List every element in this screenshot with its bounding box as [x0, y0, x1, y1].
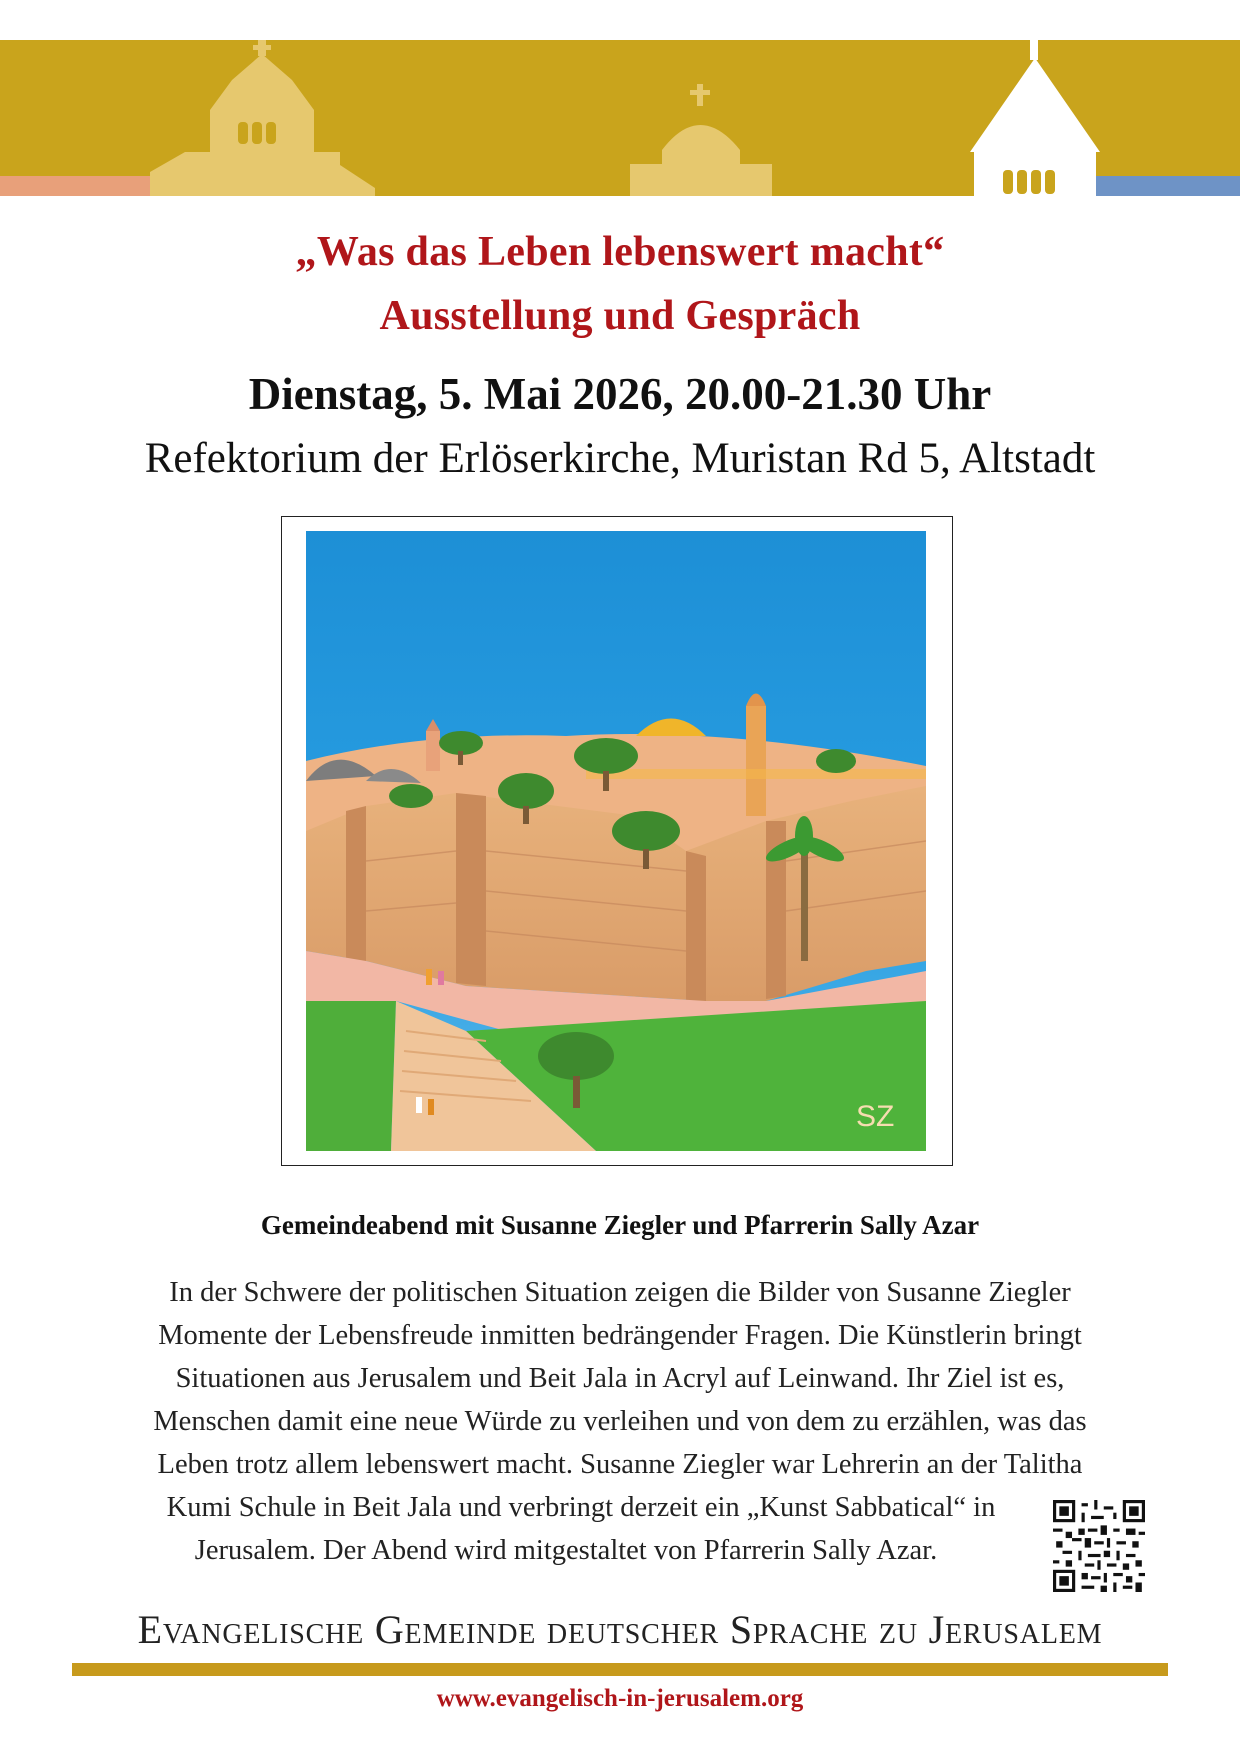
- painting-signature: SZ: [856, 1100, 895, 1133]
- event-description: [95, 1271, 1145, 1572]
- jerusalem-painting: [306, 531, 926, 1151]
- event-subheading: Gemeindeabend mit Susanne Ziegler und Pfarrerin Sally Azar: [260, 1210, 980, 1240]
- event-date-time: Dienstag, 5. Mai 2026, 20.00-21.30 Uhr: [248, 369, 992, 419]
- description-line: Leben trotz allem lebenswert macht. Susanne Ziegler war Lehrerin an der Talitha: [157, 1449, 1083, 1480]
- description-line: Situationen aus Jerusalem und Beit Jala in Acryl auf Leinwand. Ihr Ziel ist es,: [175, 1363, 1065, 1394]
- description-line: Jerusalem. Der Abend wird mitgestaltet von Pfarrerin Sally Azar.: [194, 1535, 938, 1566]
- footer-divider: [72, 1663, 1168, 1676]
- event-subtitle: Ausstellung und Gespräch: [379, 293, 861, 339]
- event-title: „Was das Leben lebenswert macht“: [295, 229, 945, 275]
- description-line: In der Schwere der politischen Situation zeigen die Bilder von Susanne Ziegler: [169, 1277, 1071, 1308]
- qr-code[interactable]: [1053, 1500, 1145, 1592]
- description-line: Kumi Schule in Beit Jala und verbringt derzeit ein „Kunst Sabbatical“ in: [166, 1492, 996, 1523]
- website-link[interactable]: www.evangelisch-in-jerusalem.org: [436, 1685, 804, 1712]
- painting-frame: [281, 516, 953, 1166]
- organization-name: Evangelische Gemeinde deutscher Sprache zu Jerusalem: [137, 1607, 1103, 1652]
- header-skyline-banner: [0, 40, 1240, 196]
- description-line: Menschen damit eine neue Würde zu verleihen und von dem zu erzählen, was das: [153, 1406, 1087, 1437]
- description-line: Momente der Lebensfreude inmitten bedrängender Fragen. Die Künstlerin bringt: [158, 1320, 1082, 1351]
- event-venue: Refektorium der Erlöserkirche, Muristan Rd 5, Altstadt: [144, 435, 1096, 482]
